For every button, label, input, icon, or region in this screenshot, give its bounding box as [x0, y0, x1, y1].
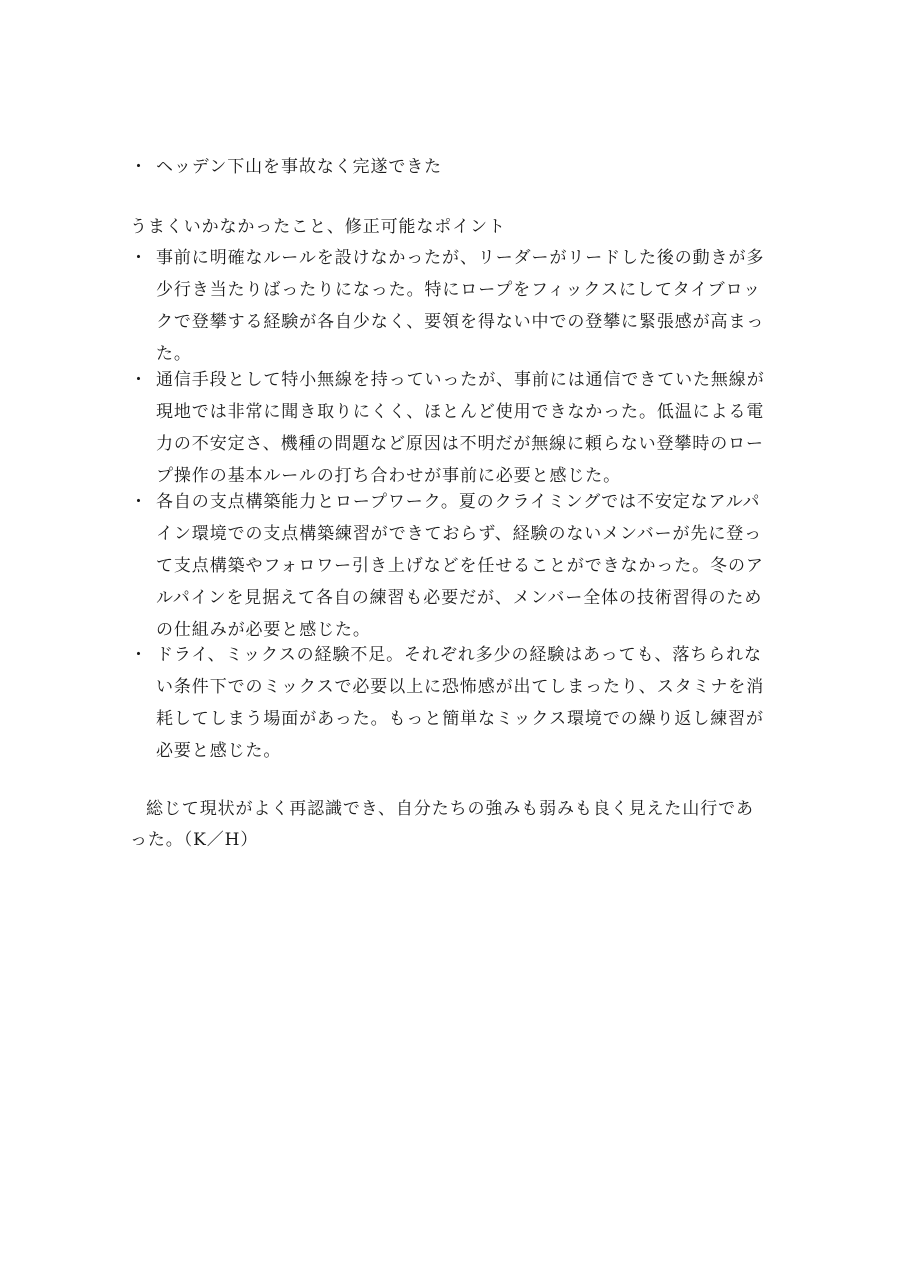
bullet-line: の仕組みが必要と感じた。	[156, 620, 371, 640]
bullet-line: て支点構築やフォロワー引き上げなどを任せることができなかった。冬のア	[156, 556, 764, 576]
bullet-text	[156, 151, 776, 183]
bullet-line: 各自の支点構築能力とロープワーク。夏のクライミングでは不安定なアルパ	[156, 492, 761, 512]
bullet-line: た。	[156, 344, 192, 364]
bullet-text	[156, 242, 776, 370]
bullet-mark: ・	[130, 157, 147, 177]
bullet-line: 耗してしまう場面があった。もっと簡単なミックス環境での繰り返し練習が	[156, 709, 764, 729]
bullet-line: 少行き当たりばったりになった。特にロープをフィックスにしてタイブロッ	[156, 280, 762, 300]
bullet-mark: ・	[130, 248, 147, 268]
bullet-line: 必要と感じた。	[156, 741, 282, 761]
bullet-line: 通信手段として特小無線を持っていったが、事前には通信できていた無線が	[156, 370, 765, 390]
section-heading: うまくいかなかったこと、修正可能なポイント	[130, 217, 506, 237]
summary-line-2: った。（K／H）	[130, 830, 259, 850]
bullet-line: ヘッデン下山を事故なく完遂できた	[156, 157, 443, 177]
bullet-line: 事前に明確なルールを設けなかったが、リーダーがリードした後の動きが多	[156, 248, 765, 268]
bullet-line: ルパインを見据えて各自の練習も必要だが、メンバー全体の技術習得のため	[156, 588, 763, 608]
bullet-text	[156, 639, 776, 767]
bullet-mark: ・	[130, 645, 147, 665]
bullet-line: ドライ、ミックスの経験不足。それぞれ多少の経験はあっても、落ちられな	[156, 645, 762, 665]
bullet-text	[156, 364, 776, 492]
summary-line-1: 総じて現状がよく再認識でき、自分たちの強みも弱みも良く見えた山行であ	[146, 799, 754, 819]
bullet-line: い条件下でのミックスで必要以上に恐怖感が出てしまったり、スタミナを消	[156, 677, 765, 697]
bullet-text	[156, 486, 776, 646]
bullet-line: プ操作の基本ルールの打ち合わせが事前に必要と感じた。	[156, 466, 622, 486]
bullet-mark: ・	[130, 370, 147, 390]
bullet-line: 力の不安定さ、機種の問題など原因は不明だが無線に頼らない登攀時のロー	[156, 434, 764, 454]
bullet-line: イン環境での支点構築練習ができておらず、経験のないメンバーが先に登っ	[156, 524, 763, 544]
bullet-line: 現地では非常に聞き取りにくく、ほとんど使用できなかった。低温による電	[156, 402, 765, 422]
bullet-mark: ・	[130, 492, 147, 512]
bullet-line: クで登攀する経験が各自少なく、要領を得ない中での登攀に緊張感が高まっ	[156, 312, 765, 332]
